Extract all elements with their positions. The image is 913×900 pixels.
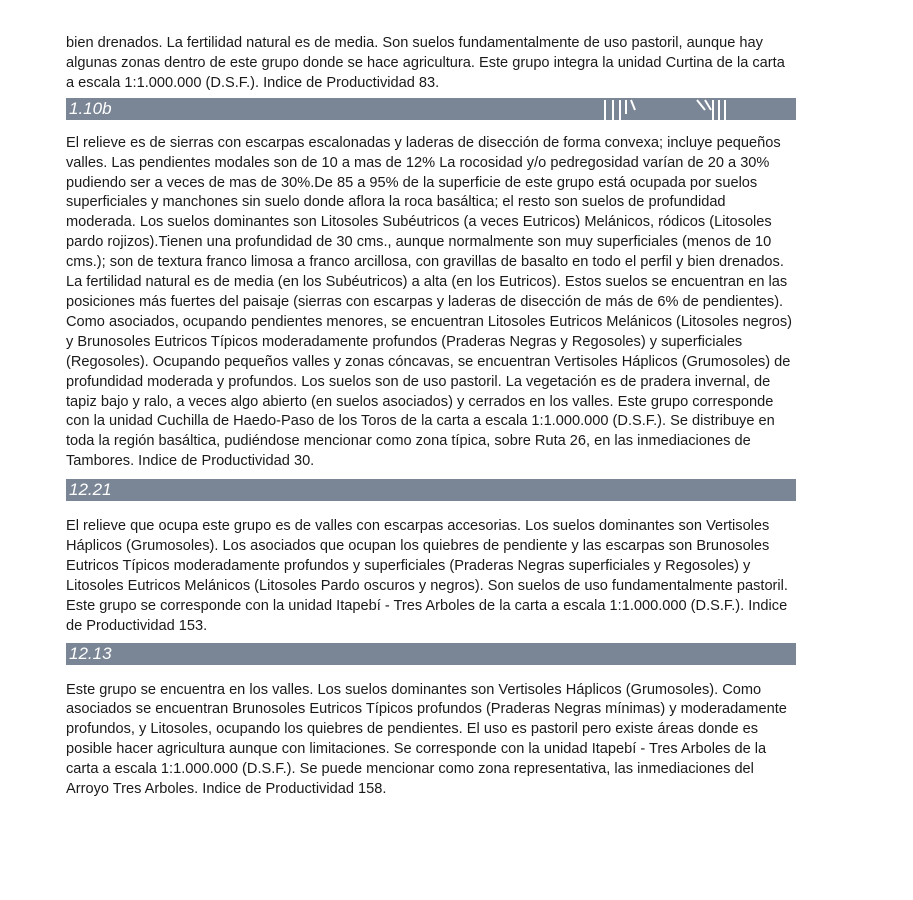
section-code: 12.13 [69,643,112,663]
section-header-1-10b [66,98,796,120]
section-code: 12.21 [69,480,112,500]
document-page [66,34,796,800]
section-code: 1.10b [69,98,112,118]
section-paragraph-12-21: El relieve que ocupa este grupo es de valles con escarpas accesorias. Los suelos dominantes son Vertisoles Háplicos (Grumosoles). Los asociados que ocupan los quiebres de pendiente y las escarpas son Brunosoles Eutricos Típicos moderadamente profundos y superficiales (Praderas Negras superficiales y Regosoles) y Litosoles Eutricos Melánicos (Litosoles Pardo oscuros y negros). Son suelos de uso fundamentalmente pastoril. Este grupo se corresponde con la unidad Itapebí - Tres Arboles de la carta a escala 1:1.000.000 (D.S.F.). Indice de Productividad 153. [66,518,788,634]
section-header-12-13 [66,643,796,665]
intro-paragraph: bien drenados. La fertilidad natural es de media. Son suelos fundamentalmente de uso pastoril, aunque hay algunas zonas dentro de este grupo donde se hace agricultura. Este grupo integra la unidad Curtina de la carta a escala 1:1.000.000 (D.S.F.). Indice de Productividad 83. [66,35,785,91]
bar-ornament-graphic [601,98,731,120]
section-header-12-21 [66,479,796,501]
section-paragraph-1-10b: El relieve es de sierras con escarpas escalonadas y laderas de disección de forma convexa; incluye pequeños valles. Las pendientes modales son de 10 a mas de 12% La rocosidad y/o pedregosidad varían de 20 a 30% pudiendo ser a veces de mas de 30%.De 85 a 95% de la superficie de este grupo está ocupada por suelos superficiales y manchones sin suelo donde aflora la roca basáltica; el resto son suelos de profundidad moderada. Los suelos dominantes son Litosoles Subéutricos (a veces Eutricos) Melánicos, ródicos (Litosoles pardo rojizos).Tienen una profundidad de 30 cms., aunque normalmente son muy superficiales (menos de 10 cms.); son de textura franco limosa a franco arcillosa, con gravillas de basalto en todo el perfil y bien drenados. La fertilidad natural es de media (en los Subéutricos) a alta (en los Eutricos). Estos suelos se encuentran en las posiciones más fuertes del paisaje (sierras con escarpas y laderas de disección de más de 6% de pendientes). Como asociados, ocupando pendientes menores, se encuentran Litosoles Eutricos Melánicos (Litosoles negros) y Brunosoles Eutricos Típicos moderadamente profundos (Praderas Negras y Regosoles) y superficiales (Regosoles). Ocupando pequeños valles y zonas cóncavas, se encuentran Vertisoles Háplicos (Grumosoles) de profundidad moderada y profundos. Los suelos son de uso pastoril. La vegetación es de pradera invernal, de tapiz bajo y ralo, a veces algo abierto (en suelos asociados) y cerrados en los valles. Este grupo corresponde con la unidad Cuchilla de Haedo-Paso de los Toros de la carta a escala 1:1.000.000 (D.S.F.). Se distribuye en toda la región basáltica, pudiéndose mencionar como zona típica, sobre Ruta 26, en las inmediaciones de Tambores. Indice de Productividad 30. [66,134,793,470]
section-paragraph-12-13: Este grupo se encuentra en los valles. Los suelos dominantes son Vertisoles Háplicos (Grumosoles). Como asociados se encuentran Brunosoles Eutricos Típicos profundos (Praderas Negras mínimas) y moderadamente profundos, y Litosoles, ocupando los quiebres de pendientes. El uso es pastoril pero existe áreas donde es posible hacer agricultura aunque con limitaciones. Se corresponde con la unidad Itapebí - Tres Arboles de la carta a escala 1:1.000.000 (D.S.F.). Se puede mencionar como zona representativa, las inmediaciones del Arroyo Tres Arboles. Indice de Productividad 158. [66,681,787,798]
